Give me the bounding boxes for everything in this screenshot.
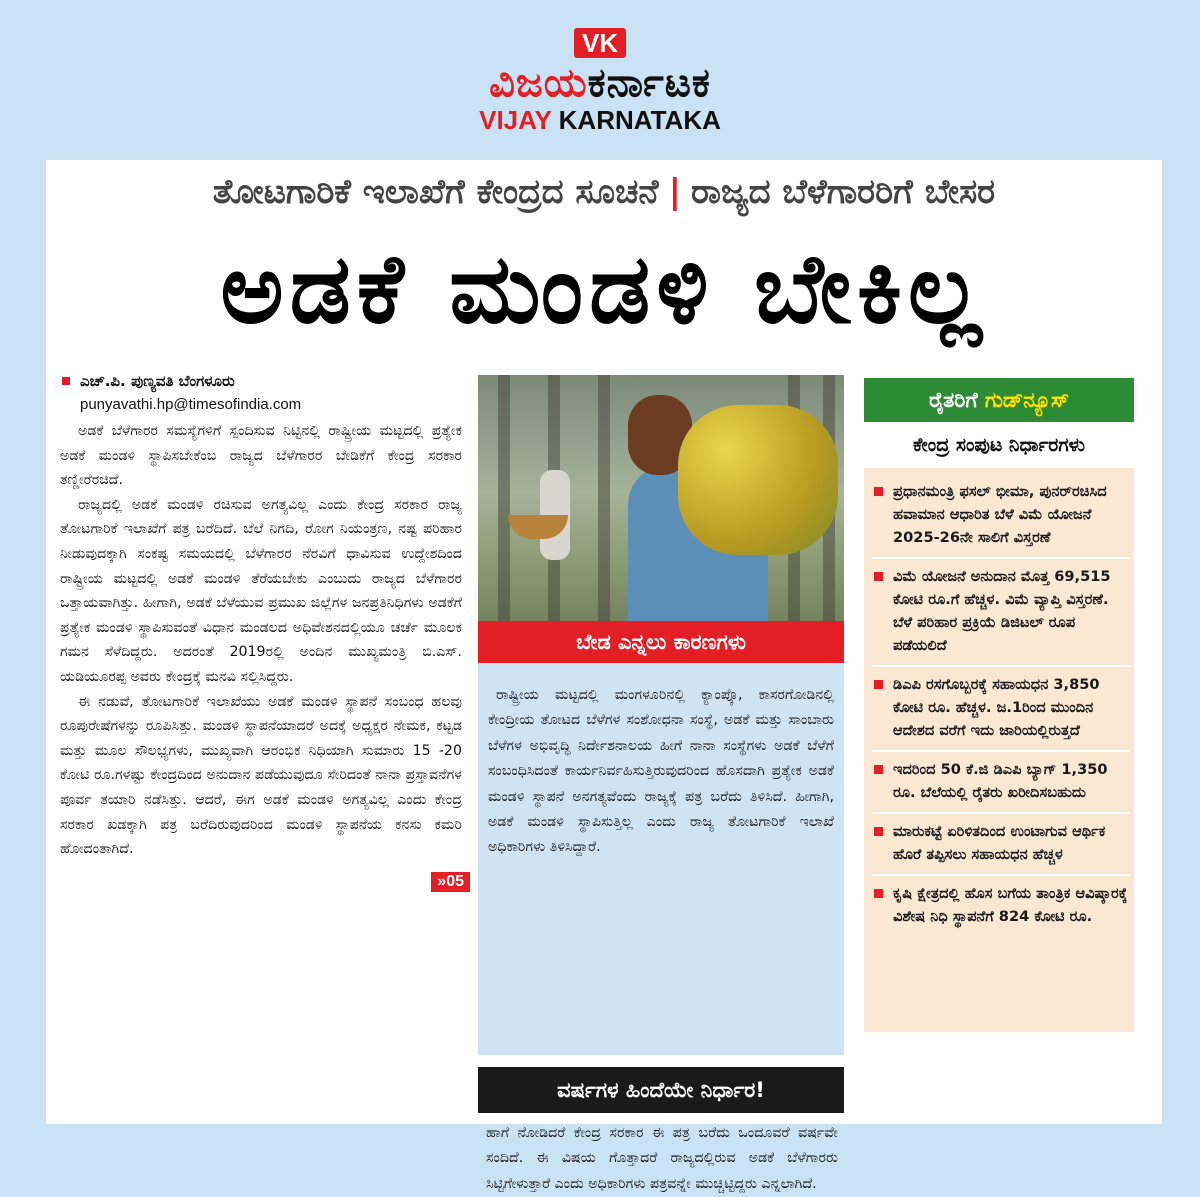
list-item-text: ಮಾರುಕಟ್ಟೆ ಏರಿಳಿತದಿಂದ ಉಂಟಾಗುವ ಆರ್ಥಿಕ ಹೊರೆ ತಪ್ಪಿಸಲು ಸಹಾಯಧನ ಹೆಚ್ಚಳ: [893, 823, 1106, 863]
brand-kn-red: ವಿಜಯ: [489, 60, 588, 106]
bullet-square-icon: [874, 827, 883, 836]
kicker: [46, 172, 1162, 212]
good-news-tag-white: ರೈತರಿಗೆ: [928, 388, 978, 412]
main-story-body: [60, 419, 462, 862]
list-item: [872, 752, 1130, 814]
list-item-text: ಇದರಿಂದ 50 ಕೆ.ಜಿ ಡಿಎಪಿ ಬ್ಯಾಗ್ 1,350 ರೂ. ಬೆಲೆಯಲ್ಲಿ ರೈತರು ಖರೀದಿಸಬಹುದು: [893, 761, 1108, 801]
kicker-separator: |: [668, 172, 682, 212]
bullet-square-icon: [874, 487, 883, 496]
list-item: [872, 667, 1130, 752]
story-paragraph: ಅಡಕೆ ಬೆಳೆಗಾರರ ಸಮಸ್ಯೆಗಳಿಗೆ ಸ್ಪಂದಿಸುವ ನಿಟ್ಟಿನಲ್ಲಿ ರಾಷ್ಟ್ರೀಯ ಮಟ್ಟದಲ್ಲಿ ಪ್ರತ್ಯೇಕ ಅಡಕೆ ಮಂಡಳಿ ಸ್ಥಾಪಿಸಬೇಕೆಂಬ ರಾಜ್ಯದ ಬೆಳೆಗಾರರ ಬೇಡಿಕೆಗೆ ಕೇಂದ್ರ ಸರಕಾರ ತಣ್ಣೀರೆರಚಿದೆ.: [60, 423, 462, 489]
farmer-areca-photo: [478, 375, 844, 637]
list-item-text: ಪ್ರಧಾನಮಂತ್ರಿ ಫಸಲ್ ಭೀಮಾ, ಪುನರ್‌ರಚಿಸಿದ ಹವಾಮಾನ ಆಧಾರಿತ ಬೆಳೆ ವಿಮೆ ಯೋಜನೆ 2025-26ನೇ ಸಾಲಿಗೆ ವಿಸ್ತರಣೆ: [893, 483, 1107, 546]
bullet-square-icon: [874, 889, 883, 898]
bullet-square-icon: [62, 377, 70, 385]
kicker-right: ರಾಜ್ಯದ ಬೆಳೆಗಾರರಿಗೆ ಬೇಸರ: [691, 172, 996, 212]
vk-logo-badge: VK: [574, 28, 626, 58]
bullet-square-icon: [874, 680, 883, 689]
years-text: ಹಾಗೆ ನೋಡಿದರೆ ಕೇಂದ್ರ ಸರಕಾರ ಈ ಪತ್ರ ಬರೆದು ಒಂದೂವರೆ ವರ್ಷವೇ ಸಂದಿದೆ. ಈ ವಿಷಯ ಗೊತ್ತಾದರೆ ರಾಜ್ಯದಲ್ಲಿರುವ ಅಡಕೆ ಬೆಳೆಗಾರರು ಸಿಟ್ಟಿಗೇಳುತ್ತಾರೆ ಎಂದು ಅಧಿಕಾರಿಗಳು ಪತ್ರವನ್ನೇ ಮುಚ್ಚಿಟ್ಟಿದ್ದರು ಎನ್ನಲಾಗಿದೆ.: [486, 1125, 838, 1192]
story-paragraph: ರಾಜ್ಯದಲ್ಲಿ ಅಡಕೆ ಮಂಡಳಿ ರಚಿಸುವ ಅಗತ್ಯವಿಲ್ಲ ಎಂದು ಕೇಂದ್ರ ಸರಕಾರ ರಾಜ್ಯ ತೋಟಗಾರಿಕೆ ಇಲಾಖೆಗೆ ಪತ್ರ ಬರೆದಿದೆ. ಬೆಲೆ ನಿಗದಿ, ರೋಗ ನಿಯಂತ್ರಣ, ನಷ್ಟ ಪರಿಹಾರ ನೀಡುವುದಕ್ಕಾಗಿ ಸಂಕಷ್ಟ ಸಮಯದಲ್ಲಿ ಬೆಳೆಗಾರರ ನೆರವಿಗೆ ಧಾವಿಸುವ ಉದ್ದೇಶದಿಂದ ರಾಷ್ಟ್ರೀಯ ಮಟ್ಟದಲ್ಲಿ ಅಡಕೆ ಮಂಡಳಿ ತೆರೆಯಬೇಕು ಎಂಬುದು ರಾಜ್ಯದ ಬೆಳೆಗಾರರ ಒತ್ತಾಯವಾಗಿತ್ತು. ಹೀಗಾಗಿ, ಅಡಕೆ ಬೆಳೆಯುವ ಪ್ರಮುಖ ಜಿಲ್ಲೆಗಳ ಜನಪ್ರತಿನಿಧಿಗಳು ಅಡಕೆಗೆ ಪ್ರತ್ಯೇಕ ಮಂಡಳಿ ಸ್ಥಾಪಿಸುವಂತೆ ವಿಧಾನ ಮಂಡಲದ ಅಧಿವೇಶನದಲ್ಲಿಯೂ ಚರ್ಚೆ ಮೂಲಕ ಗಮನ ಸೆಳೆದಿದ್ದರು. ಅದರಂತೆ 2019ರಲ್ಲಿ ಅಂದಿನ ಮುಖ್ಯಮಂತ್ರಿ ಬಿ.ಎಸ್. ಯಡಿಯೂರಪ್ಪ ಅವರು ಕೇಂದ್ರಕ್ಕೆ ಮನವಿ ಸಲ್ಲಿಸಿದ್ದರು.: [60, 496, 462, 685]
list-item: [872, 814, 1130, 876]
list-item-text: ವಿಮೆ ಯೋಜನೆ ಅನುದಾನ ಮೊತ್ತ 69,515 ಕೋಟಿ ರೂ.ಗೆ ಹೆಚ್ಚಳ. ವಿಮೆ ವ್ಯಾಪ್ತಿ ವಿಸ್ತರಣೆ. ಬೆಳೆ ಪರಿಹಾರ ಪ್ರಕ್ರಿಯೆ ಡಿಜಿಟಲ್ ರೂಪ ಪಡೆಯಲಿದೆ: [893, 568, 1111, 654]
middle-column: [478, 375, 844, 1192]
brand-en-red: VIJAY: [479, 105, 552, 135]
good-news-tag-yellow: ಗುಡ್‌ನ್ಯೂಸ್: [984, 388, 1070, 412]
bullet-square-icon: [874, 765, 883, 774]
reasons-box: [478, 637, 844, 1055]
author-name: ಎಚ್.ಪಿ. ಪುಣ್ಯವತಿ ಬೆಂಗಳೂರು: [80, 372, 235, 390]
author-email[interactable]: punyavathi.hp@timesofindia.com: [80, 396, 302, 413]
reasons-title: ಬೇಡ ಎನ್ನಲು ಕಾರಣಗಳು: [478, 621, 844, 663]
list-item: [872, 474, 1130, 559]
masthead: [0, 28, 1200, 134]
sidebar-column: [864, 378, 1134, 1032]
bullet-square-icon: [874, 572, 883, 581]
brand-name-english: [0, 106, 1200, 134]
kicker-left: ತೋಟಗಾರಿಕೆ ಇಲಾಖೆಗೆ ಕೇಂದ್ರದ ಸೂಚನೆ: [212, 172, 659, 212]
good-news-tag: [864, 378, 1134, 422]
story-paragraph: ಈ ನಡುವೆ, ತೋಟಗಾರಿಕೆ ಇಲಾಖೆಯು ಅಡಕೆ ಮಂಡಳಿ ಸ್ಥಾಪನೆ ಸಂಬಂಧ ಹಲವು ರೂಪುರೇಷೆಗಳನ್ನು ರೂಪಿಸಿತ್ತು. ಮಂಡಳಿ ಸ್ಥಾಪನೆಯಾದರೆ ಅದಕ್ಕೆ ಅಧ್ಯಕ್ಷರ ನೇಮಕ, ಕಟ್ಟಡ ಮತ್ತು ಮೂಲ ಸೌಲಭ್ಯಗಳು, ಮುಖ್ಯವಾಗಿ ಆರಂಭಿಕ ನಿಧಿಯಾಗಿ ಸುಮಾರು 15 -20 ಕೋಟಿ ರೂ.ಗಳಷ್ಟು ಕೇಂದ್ರದಿಂದ ಅನುದಾನ ಪಡೆಯುವುದೂ ಸೇರಿದಂತೆ ನಾನಾ ಪ್ರಸ್ತಾವನೆಗಳ ಪೂರ್ವ ತಯಾರಿ ನಡೆಸಿತ್ತು. ಆದರೆ, ಈಗ ಅಡಕೆ ಮಂಡಳಿ ಅಗತ್ಯವಿಲ್ಲ ಎಂದು ಕೇಂದ್ರ ಸರಕಾರ ಖಡಕ್ಕಾಗಿ ಪತ್ರ ಬರೆದಿರುವುದರಿಂದ ಮಂಡಳಿ ಸ್ಥಾಪನೆಯ ಕನಸು ಕಮರಿ ಹೋದಂತಾಗಿದೆ.: [60, 693, 462, 858]
years-title: ವರ್ಷಗಳ ಹಿಂದೆಯೇ ನಿರ್ಧಾರ!: [478, 1067, 844, 1113]
continued-page-tag: »05: [431, 872, 470, 892]
brand-name-kannada: [0, 60, 1200, 106]
list-item-text: ಡಿಎಪಿ ರಸಗೊಬ್ಬರಕ್ಕೆ ಸಹಾಯಧನ 3,850 ಕೋಟಿ ರೂ. ಹೆಚ್ಚಳ. ಜ.1ರಿಂದ ಮುಂದಿನ ಆದೇಶದ ವರೆಗೆ ಇದು ಜಾರಿಯಲ್ಲಿರುತ್ತದೆ: [893, 676, 1100, 739]
brand-kn-black: ಕರ್ನಾಟಕ: [587, 60, 711, 106]
list-item: [872, 559, 1130, 667]
headline: ಅಡಕೆ ಮಂಡಳಿ ಬೇಕಿಲ್ಲ: [220, 233, 988, 345]
main-story-column: [60, 372, 464, 890]
cabinet-decisions-title: ಕೇಂದ್ರ ಸಂಪುಟ ನಿರ್ಧಾರಗಳು: [913, 434, 1085, 456]
list-item: [872, 876, 1130, 936]
newspaper-clipping: [46, 160, 1162, 1192]
decision-list: [864, 468, 1134, 1032]
byline: [60, 372, 462, 390]
brand-en-black: KARNATAKA: [558, 105, 721, 135]
reasons-text: ರಾಷ್ಟ್ರೀಯ ಮಟ್ಟದಲ್ಲಿ ಮಂಗಳೂರಿನಲ್ಲಿ ಕ್ಯಾಂಪ್ಕೊ, ಕಾಸರಗೋಡಿನಲ್ಲಿ ಕೇಂದ್ರೀಯ ತೋಟದ ಬೆಳೆಗಳ ಸಂಶೋಧನಾ ಸಂಸ್ಥೆ, ಅಡಕೆ ಮತ್ತು ಸಾಂಬಾರು ಬೆಳೆಗಳ ಅಭಿವೃದ್ಧಿ ನಿರ್ದೇಶನಾಲಯ ಹೀಗೆ ನಾನಾ ಸಂಸ್ಥೆಗಳು ಅಡಕೆ ಬೆಳೆಗೆ ಸಂಬಂಧಿಸಿದಂತೆ ಕಾರ್ಯನಿರ್ವಹಿಸುತ್ತಿರುವುದರಿಂದ ಹೊಸದಾಗಿ ಪ್ರತ್ಯೇಕ ಅಡಕೆ ಮಂಡಳಿ ಸ್ಥಾಪನೆ ಅನಗತ್ಯವೆಂದು ರಾಜ್ಯಕ್ಕೆ ಪತ್ರ ಬರೆದು ತಿಳಿಸಿದೆ. ಹೀಗಾಗಿ, ಅಡಕೆ ಮಂಡಳಿ ಸ್ಥಾಪಿಸುತ್ತಿಲ್ಲ ಎಂದು ರಾಜ್ಯ ತೋಟಗಾರಿಕೆ ಇಲಾಖೆ ಅಧಿಕಾರಿಗಳು ತಿಳಿಸಿದ್ದಾರೆ.: [488, 687, 834, 856]
list-item-text: ಕೃಷಿ ಕ್ಷೇತ್ರದಲ್ಲಿ ಹೊಸ ಬಗೆಯ ತಾಂತ್ರಿಕ ಆವಿಷ್ಕಾರಕ್ಕೆ ವಿಶೇಷ ನಿಧಿ ಸ್ಥಾಪನೆಗೆ 824 ಕೋಟಿ ರೂ.: [893, 885, 1128, 925]
